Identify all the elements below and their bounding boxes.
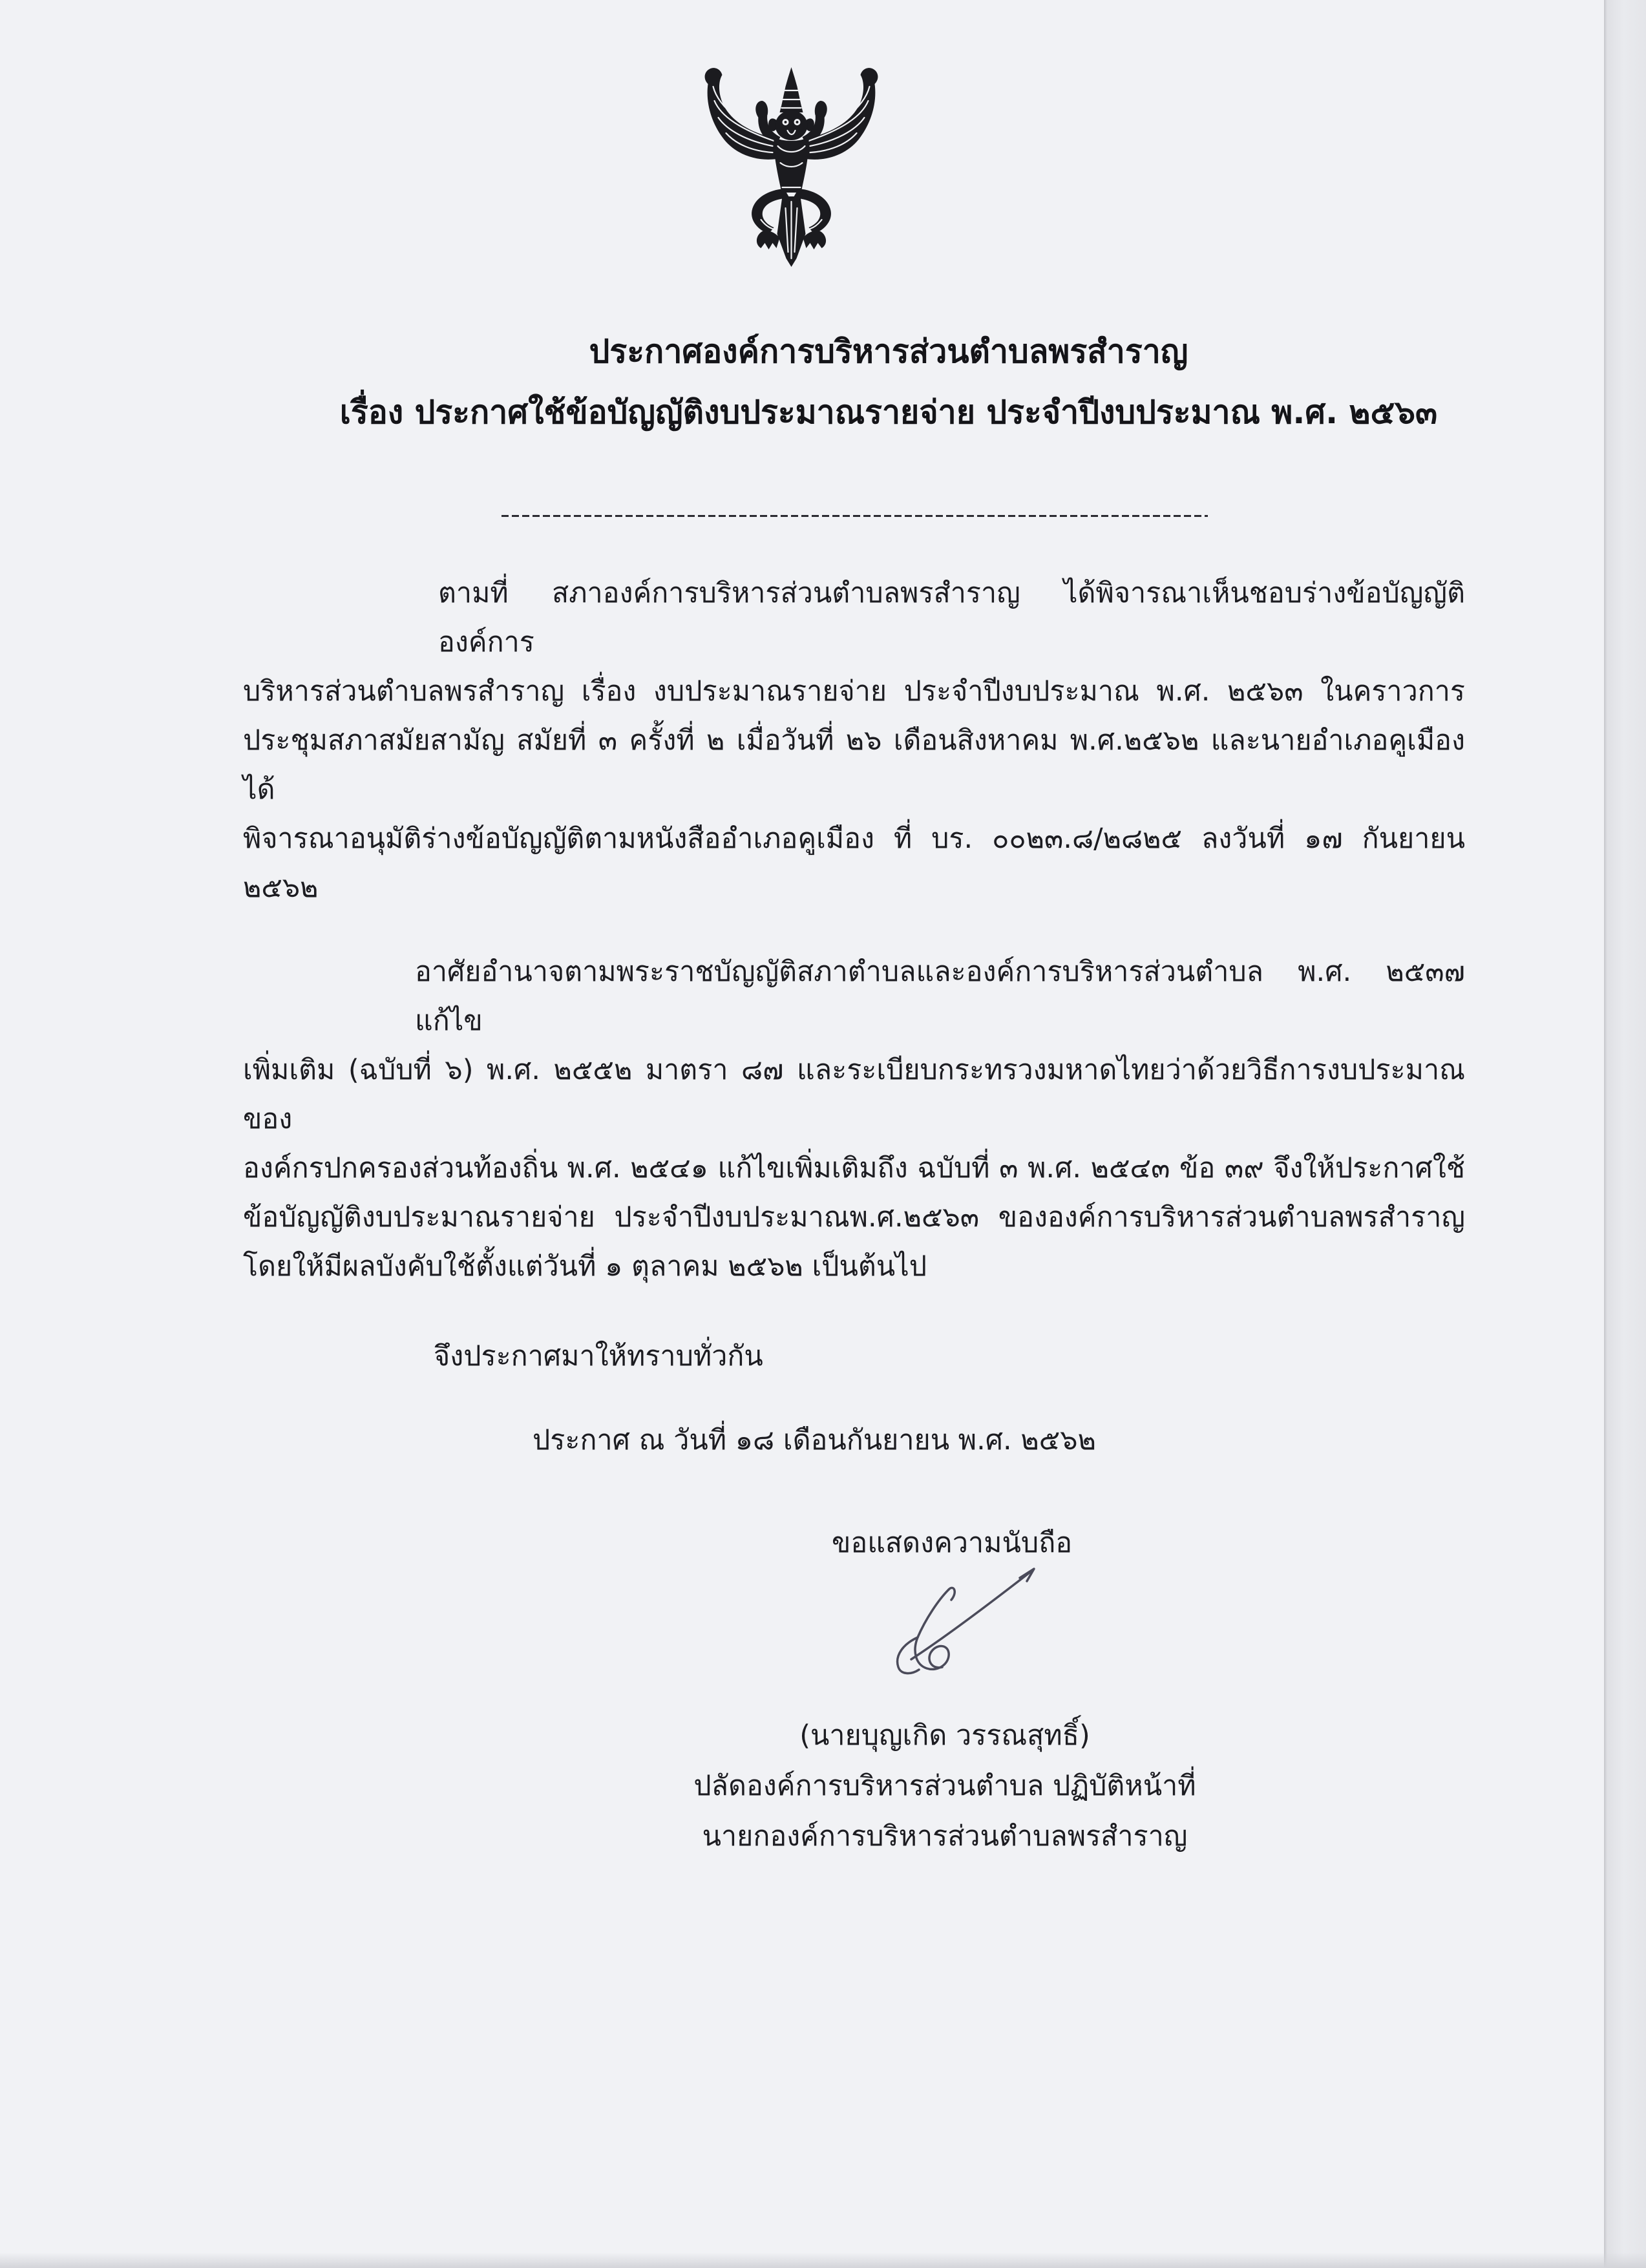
paragraph-line: บริหารส่วนตำบลพรสำราญ เรื่อง งบประมาณรายจ่าย ประจำปีงบประมาณ พ.ศ. ๒๕๖๓ ในคราวการ — [243, 675, 1465, 708]
paragraph-line: ตามที่ สภาองค์การบริหารส่วนตำบลพรสำราญ ได้พิจารณาเห็นชอบร่างข้อบัญญัติองค์การ — [438, 577, 1465, 658]
signature-icon — [889, 1564, 1038, 1680]
document-subject: เรื่อง ประกาศใช้ข้อบัญญัติงบประมาณรายจ่าย ประจำปีงบประมาณ พ.ศ. ๒๕๖๓ — [339, 394, 1438, 431]
paragraph-line: เพิ่มเติม (ฉบับที่ ๖) พ.ศ. ๒๕๕๒ มาตรา ๘๗ และระเบียบกระทรวงมหาดไทยว่าด้วยวิธีการงบประมาณของ — [243, 1054, 1465, 1135]
paragraph-line: องค์กรปกครองส่วนท้องถิ่น พ.ศ. ๒๕๔๑ แก้ไขเพิ่มเติมถึง ฉบับที่ ๓ พ.ศ. ๒๕๔๓ ข้อ ๓๙ จึงให้ประกาศใช้ — [243, 1152, 1465, 1184]
regards-line: ขอแสดงความนับถือ — [832, 1527, 1073, 1559]
page-edge-shadow — [0, 2252, 1646, 2268]
page-edge-shadow — [1604, 0, 1646, 2268]
paragraph-line: อาศัยอำนาจตามพระราชบัญญัติสภาตำบลและองค์การบริหารส่วนตำบล พ.ศ. ๒๕๓๗ แก้ไข — [415, 956, 1465, 1037]
paragraph-line: โดยให้มีผลบังคับใช้ตั้งแต่วันที่ ๑ ตุลาคม ๒๕๖๒ เป็นต้นไป — [243, 1250, 927, 1283]
signatory-block — [646, 1710, 1243, 1862]
paragraph-line: ประชุมสภาสมัยสามัญ สมัยที่ ๓ ครั้งที่ ๒ เมื่อวันที่ ๒๖ เดือนสิงหาคม พ.ศ.๒๕๖๒ และนายอำเภอคูเมืองได้ — [243, 724, 1465, 806]
divider — [501, 515, 1208, 517]
paragraph-line: ข้อบัญญัติงบประมาณรายจ่าย ประจำปีงบประมาณพ.ศ.๒๕๖๓ ขององค์การบริหารส่วนตำบลพรสำราญ — [243, 1201, 1465, 1234]
signatory-position: ปลัดองค์การบริหารส่วนตำบล ปฏิบัติหน้าที่ — [693, 1770, 1196, 1802]
announcement-date: ประกาศ ณ วันที่ ๑๘ เดือนกันยายน พ.ศ. ๒๕๖๒ — [533, 1424, 1096, 1456]
signatory-name: (นายบุญเกิด วรรณสุทธิ์) — [799, 1719, 1090, 1752]
signatory-position: นายกองค์การบริหารส่วนตำบลพรสำราญ — [702, 1820, 1188, 1853]
document-body — [243, 569, 1465, 1862]
garuda-emblem-icon — [697, 65, 885, 268]
closing-statement: จึงประกาศมาให้ทราบทั่วกัน — [434, 1340, 763, 1372]
paragraph-1 — [243, 569, 1465, 912]
paragraph-2 — [243, 947, 1465, 1291]
paragraph-line: พิจารณาอนุมัติร่างข้อบัญญัติตามหนังสืออำเภอคูเมือง ที่ บร. ๐๐๒๓.๘/๒๘๒๕ ลงวันที่ ๑๗ กันยายน ๒๕๖๒ — [243, 823, 1465, 904]
page-title: ประกาศองค์การบริหารส่วนตำบลพรสำราญ — [589, 333, 1188, 370]
title-block — [310, 321, 1467, 443]
